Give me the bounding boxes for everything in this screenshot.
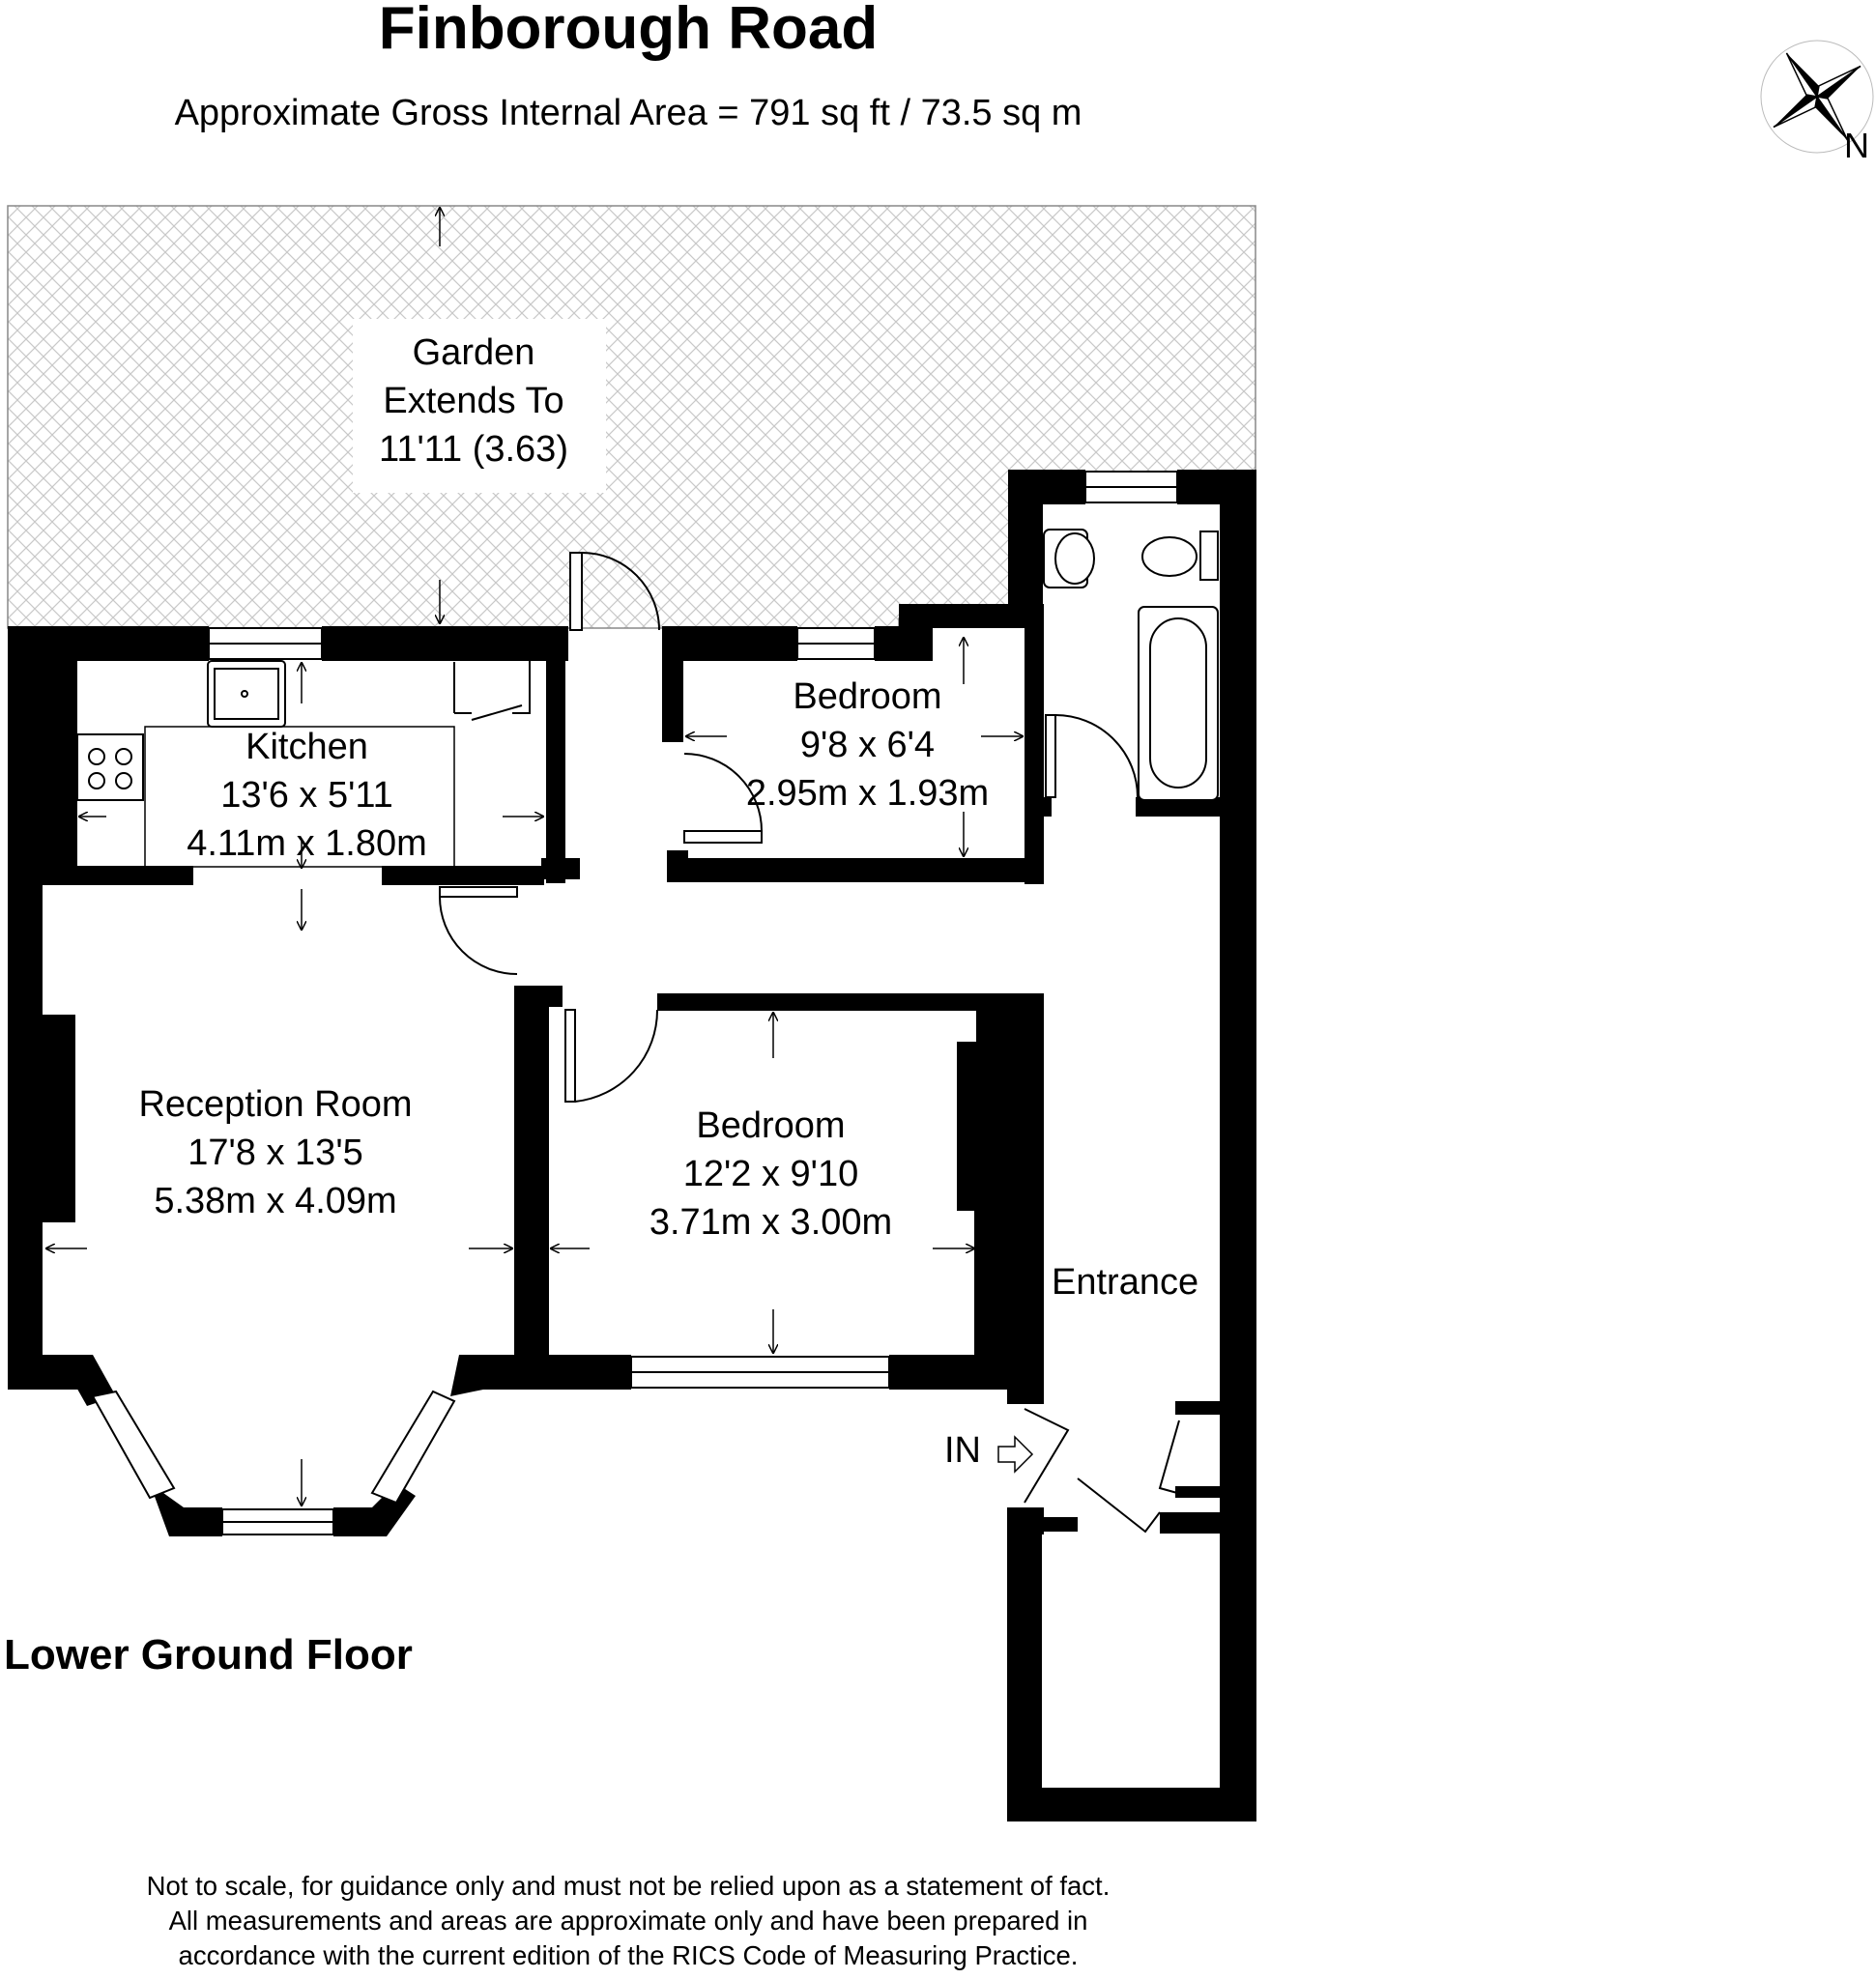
bedroom-large-imperial: 12'2 x 9'10 (682, 1154, 859, 1194)
page-title: Finborough Road (378, 0, 879, 62)
disclaimer-line-3: accordance with the current edition of the RICS Code of Measuring Practice. (178, 1940, 1079, 1970)
disclaimer-line-1: Not to scale, for guidance only and must not be relied upon as a statement of fact. (146, 1871, 1111, 1901)
garden-extends: Extends To (383, 381, 564, 421)
bedroom-small-name: Bedroom (793, 676, 942, 717)
kitchen-label (145, 723, 469, 868)
reception-room-label (97, 1080, 454, 1225)
bedroom-small-imperial: 9'8 x 6'4 (799, 725, 936, 765)
disclaimer-line-2: All measurements and areas are approximate only and have been prepared in (168, 1906, 1088, 1936)
reception-metric: 5.38m x 4.09m (154, 1181, 397, 1221)
garden-name: Garden (412, 332, 535, 373)
reception-imperial: 17'8 x 13'5 (188, 1133, 363, 1173)
kitchen-name: Kitchen (245, 727, 368, 767)
kitchen-metric: 4.11m x 1.80m (187, 823, 427, 864)
reception-name: Reception Room (138, 1084, 413, 1125)
bedroom-large-metric: 3.71m x 3.00m (649, 1202, 893, 1243)
bedroom-large-label (599, 1102, 942, 1247)
floor-name: Lower Ground Floor (4, 1631, 413, 1678)
entrance-label: Entrance (1052, 1262, 1199, 1303)
compass-north-label: N (1844, 126, 1869, 165)
garden-label (319, 329, 628, 473)
bedroom-large-name: Bedroom (696, 1105, 846, 1146)
kitchen-imperial: 13'6 x 5'11 (220, 775, 393, 816)
entry-arrow-icon (998, 1437, 1032, 1472)
entry-in-label: IN (944, 1430, 981, 1471)
bedroom-small-metric: 2.95m x 1.93m (745, 773, 990, 814)
gross-area-subtitle: Approximate Gross Internal Area = 791 sq ft / 73.5 sq m (174, 93, 1082, 133)
bedroom-small-label (715, 673, 1020, 817)
garden-dimension: 11'11 (3.63) (379, 429, 568, 470)
disclaimer (48, 1869, 1208, 1973)
